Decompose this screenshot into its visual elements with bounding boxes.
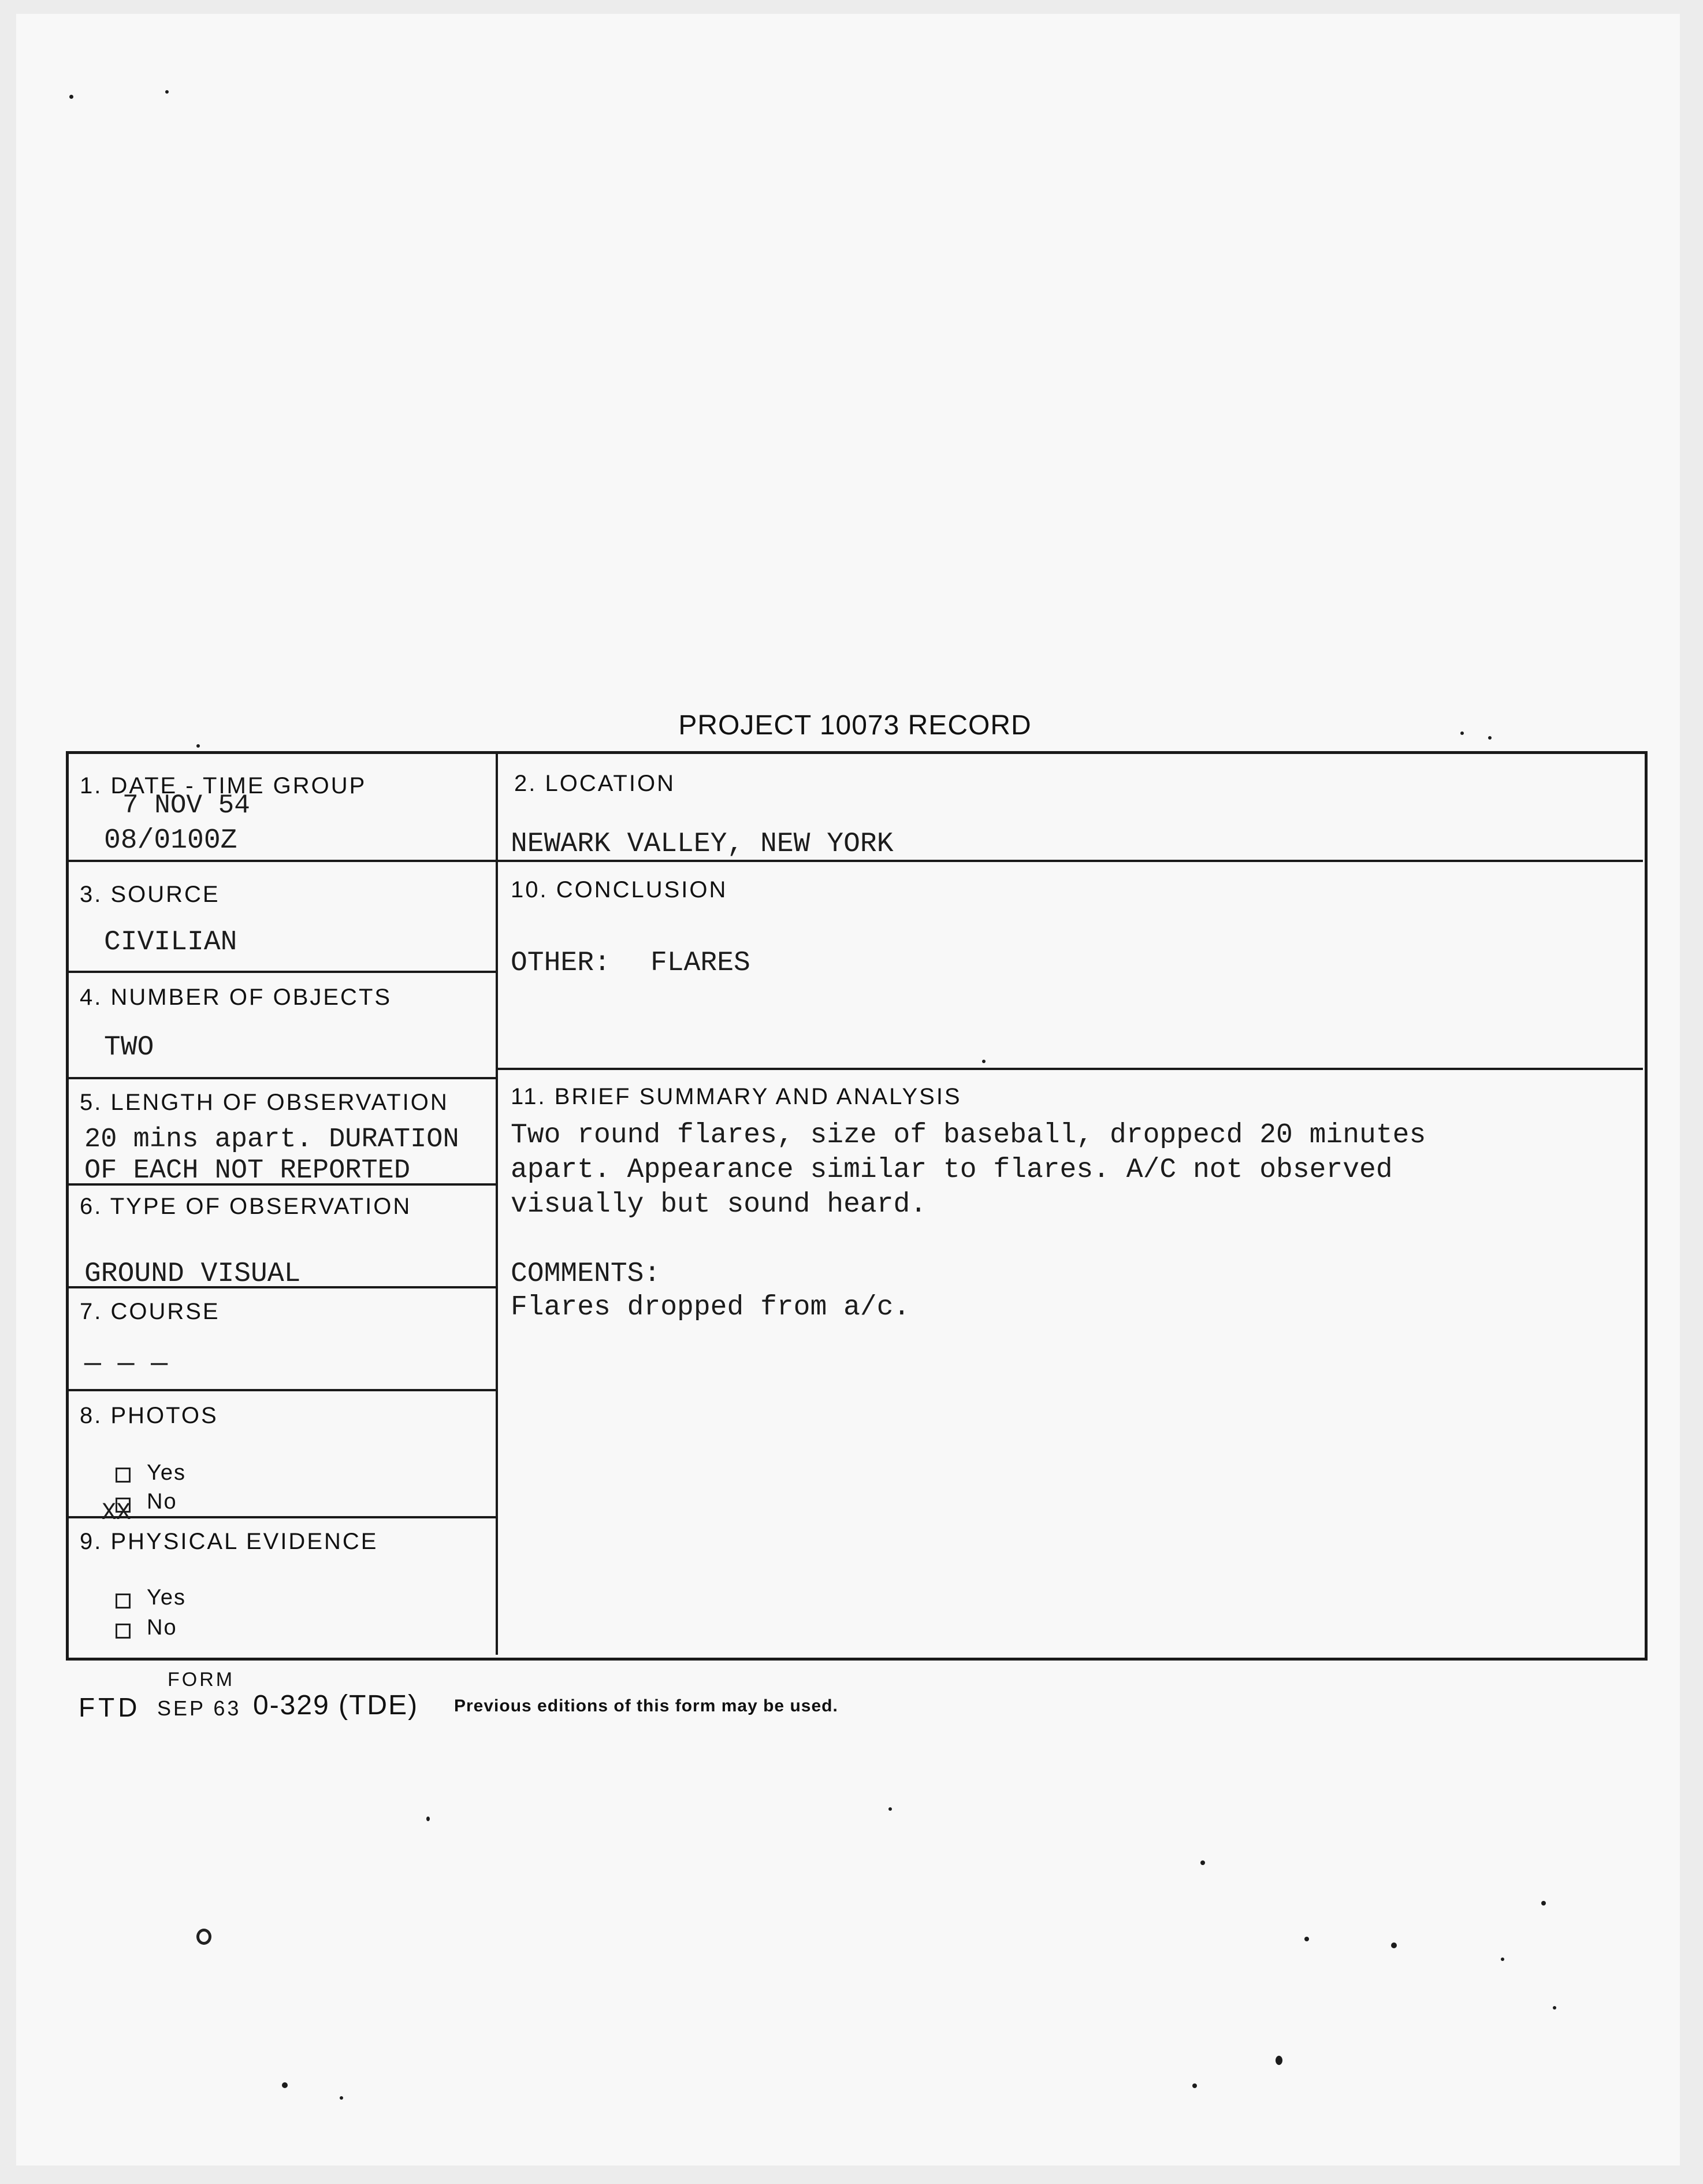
row-divider [68,971,497,973]
form-number: 0-329 (TDE) [253,1690,419,1721]
conclusion-value: FLARES [650,948,750,979]
scan-speck [69,95,73,99]
type-of-observation-label: 6. TYPE OF OBSERVATION [80,1194,412,1219]
comments-label: COMMENTS: [511,1258,661,1290]
column-divider [496,753,498,1655]
physical-evidence-yes-label: Yes [147,1585,186,1610]
summary-line: apart. Appearance similar to flares. A/C not observed [511,1154,1393,1186]
scan-speck [1276,2056,1282,2065]
scan-speck [426,1817,430,1821]
row-divider [68,860,497,862]
photos-no-mark: XX [102,1499,131,1526]
row-divider [68,1516,497,1518]
number-of-objects-label: 4. NUMBER OF OBJECTS [80,985,392,1010]
form-word: FORM [168,1669,235,1691]
row-divider [497,860,1643,862]
scan-speck [196,1929,211,1945]
scan-speck [1501,1958,1504,1961]
comments-value: Flares dropped from a/c. [511,1292,910,1323]
number-of-objects-value: TWO [104,1032,154,1063]
time-value: 08/0100Z [104,825,237,856]
photos-label: 8. PHOTOS [80,1403,218,1428]
row-divider [68,1077,497,1079]
physical-evidence-no-label: No [147,1615,177,1640]
physical-evidence-label: 9. PHYSICAL EVIDENCE [80,1529,378,1554]
form-date: SEP 63 [157,1696,241,1720]
source-label: 3. SOURCE [80,882,220,907]
form-title: PROJECT 10073 RECORD [678,710,1032,741]
physical-evidence-no-checkbox[interactable] [116,1624,131,1639]
course-label: 7. COURSE [80,1299,220,1324]
scan-speck [1460,731,1464,735]
scan-speck [1391,1942,1397,1948]
summary-line: Two round flares, size of baseball, droppecd 20 minutes [511,1120,1426,1151]
scan-speck [1488,736,1492,740]
scan-speck [1541,1901,1546,1906]
date-time-label: 1. DATE - TIME GROUP [80,773,367,798]
form-agency: FTD [79,1692,141,1722]
date-value: 7 NOV 54 [122,790,250,820]
length-of-observation-line: 20 mins apart. DURATION [84,1124,459,1155]
photos-yes-checkbox[interactable] [116,1468,131,1483]
scan-speck [196,744,200,748]
length-of-observation-label: 5. LENGTH OF OBSERVATION [80,1090,449,1115]
location-label: 2. LOCATION [514,771,675,796]
summary-label: 11. BRIEF SUMMARY AND ANALYSIS [511,1084,962,1109]
scan-speck [282,2082,288,2088]
length-of-observation-line: OF EACH NOT REPORTED [84,1156,411,1186]
conclusion-label: 10. CONCLUSION [511,877,728,902]
source-value: CIVILIAN [104,927,237,958]
scan-speck [1192,2083,1197,2088]
photos-yes-label: Yes [147,1461,186,1485]
scan-speck [888,1807,892,1811]
physical-evidence-yes-checkbox[interactable] [116,1594,131,1609]
conclusion-prefix: OTHER: [511,948,611,979]
location-value: NEWARK VALLEY, NEW YORK [511,829,894,860]
type-of-observation-value: GROUND VISUAL [84,1258,301,1290]
scan-speck [340,2096,343,2100]
scan-speck [1553,2006,1556,2010]
scan-speck [165,90,169,94]
course-value: — — — [84,1349,168,1380]
summary-line: visually but sound heard. [511,1189,927,1220]
photos-no-label: No [147,1490,177,1514]
scan-speck [1304,1937,1309,1941]
row-divider [497,1068,1643,1070]
form-note: Previous editions of this form may be used. [454,1696,838,1715]
row-divider [68,1389,497,1391]
scan-speck [1200,1860,1205,1865]
